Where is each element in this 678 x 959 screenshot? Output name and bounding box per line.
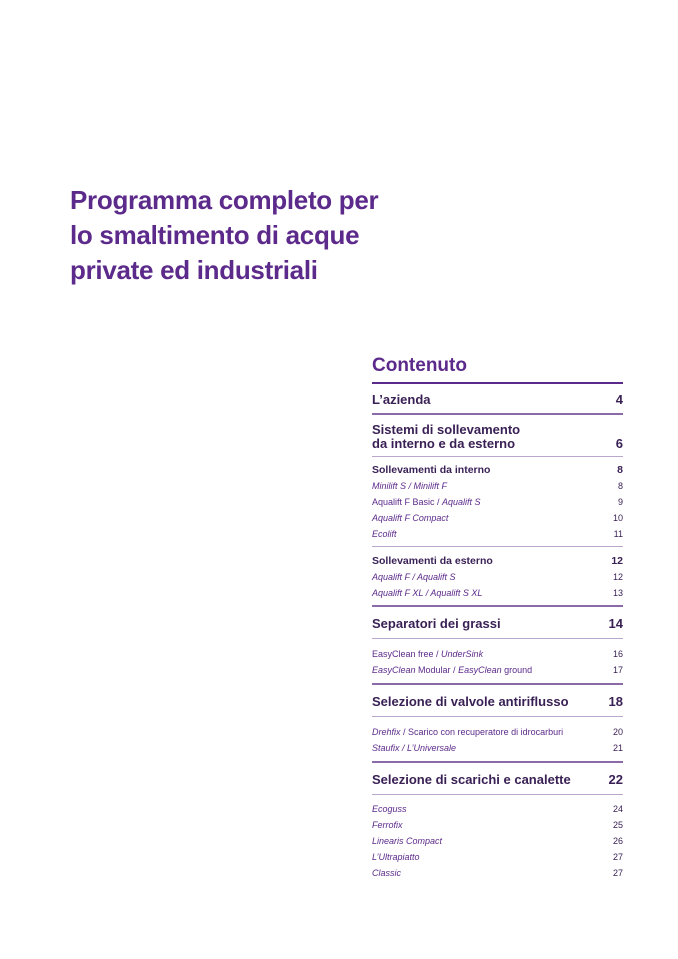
item-label: L’Ultrapiatto — [372, 852, 420, 862]
toc-section-valvole — [372, 685, 623, 763]
list-item — [372, 740, 623, 756]
item-page: 20 — [612, 727, 623, 737]
item-page: 25 — [612, 820, 623, 830]
toc-valvole-label: Selezione di valvole antiriflusso — [372, 694, 569, 709]
item-label: Aqualift F Basic / — [372, 497, 443, 507]
item-label: Aqualift F XL / Aqualift S XL — [372, 588, 483, 598]
item-page: 17 — [612, 665, 623, 675]
toc-scarichi-page: 22 — [608, 772, 623, 787]
list-item — [372, 849, 623, 865]
item-page: 11 — [613, 529, 623, 539]
list-item — [372, 646, 623, 662]
toc-sistemi-line2: da interno e da esterno — [372, 436, 516, 451]
list-item — [372, 801, 623, 817]
item-page: 10 — [612, 513, 623, 523]
list-item — [372, 510, 623, 526]
item-label: Aqualift F / Aqualift S — [372, 572, 456, 582]
item-page: 27 — [612, 868, 623, 878]
headline-line-2: lo smaltimento di acque — [70, 220, 360, 250]
item-label: Ferrofix — [372, 820, 403, 830]
toc-sistemi-line1: Sistemi di sollevamento — [372, 422, 521, 437]
item-page: 21 — [612, 743, 623, 753]
toc-grassi-label: Separatori dei grassi — [372, 616, 501, 631]
item-label: Aqualift F Compact — [372, 513, 449, 523]
item-label-italic: UnderSink — [441, 649, 484, 659]
item-label: Ecoguss — [372, 804, 407, 814]
toc-section-esterno — [372, 547, 623, 607]
item-page: 12 — [612, 572, 623, 582]
item-label-italic: Aqualift S — [442, 497, 481, 507]
item-page: 26 — [612, 836, 623, 846]
toc-title: Contenuto — [372, 354, 623, 384]
toc-section-scarichi — [372, 763, 623, 881]
item-label-italic: EasyClean — [458, 665, 502, 675]
item-label: EasyClean free / — [372, 649, 442, 659]
toc-interno-label: Sollevamenti da interno — [372, 464, 491, 476]
item-page: 13 — [612, 588, 623, 598]
list-item — [372, 478, 623, 494]
list-item — [372, 817, 623, 833]
item-label: Modular / — [415, 665, 459, 675]
headline-line-1: Programma completo per — [70, 185, 379, 215]
item-page: 24 — [612, 804, 623, 814]
item-label: Ecolift — [372, 529, 397, 539]
toc-section-sistemi — [372, 415, 623, 457]
toc-scarichi-label: Selezione di scarichi e canalette — [372, 772, 571, 787]
item-page: 27 — [612, 852, 623, 862]
item-label-italic: Staufix / L’Universale — [372, 743, 457, 753]
item-label-italic: EasyClean — [372, 665, 416, 675]
list-item — [372, 833, 623, 849]
item-page: 9 — [617, 497, 623, 507]
toc-grassi-page: 14 — [608, 616, 623, 631]
item-label: / Scarico con recuperatore di idrocarburi — [400, 727, 564, 737]
item-page: 16 — [612, 649, 623, 659]
list-item — [372, 724, 623, 740]
list-item — [372, 662, 623, 678]
list-item — [372, 526, 623, 542]
toc-esterno-label: Sollevamenti da esterno — [372, 555, 493, 567]
item-label-italic: Drehfix — [372, 727, 401, 737]
list-item — [372, 865, 623, 881]
toc-azienda-label: L’azienda — [372, 392, 431, 407]
item-page: 8 — [617, 481, 623, 491]
list-item — [372, 585, 623, 601]
item-label: ground — [501, 665, 533, 675]
toc-section-grassi — [372, 607, 623, 685]
page-headline — [70, 183, 430, 288]
list-item — [372, 569, 623, 585]
list-item — [372, 494, 623, 510]
item-label: Linearis Compact — [372, 836, 443, 846]
toc-interno-page: 8 — [617, 464, 623, 476]
toc-section-interno — [372, 457, 623, 547]
toc-valvole-page: 18 — [608, 694, 623, 709]
headline-line-3: private ed industriali — [70, 255, 318, 285]
table-of-contents — [372, 354, 623, 881]
toc-sistemi-page: 6 — [615, 436, 623, 451]
item-label: Classic — [372, 868, 402, 878]
item-label: Minilift S / Minilift F — [372, 481, 448, 491]
toc-section-azienda — [372, 384, 623, 415]
toc-azienda-page: 4 — [615, 392, 623, 407]
toc-esterno-page: 12 — [611, 555, 623, 567]
